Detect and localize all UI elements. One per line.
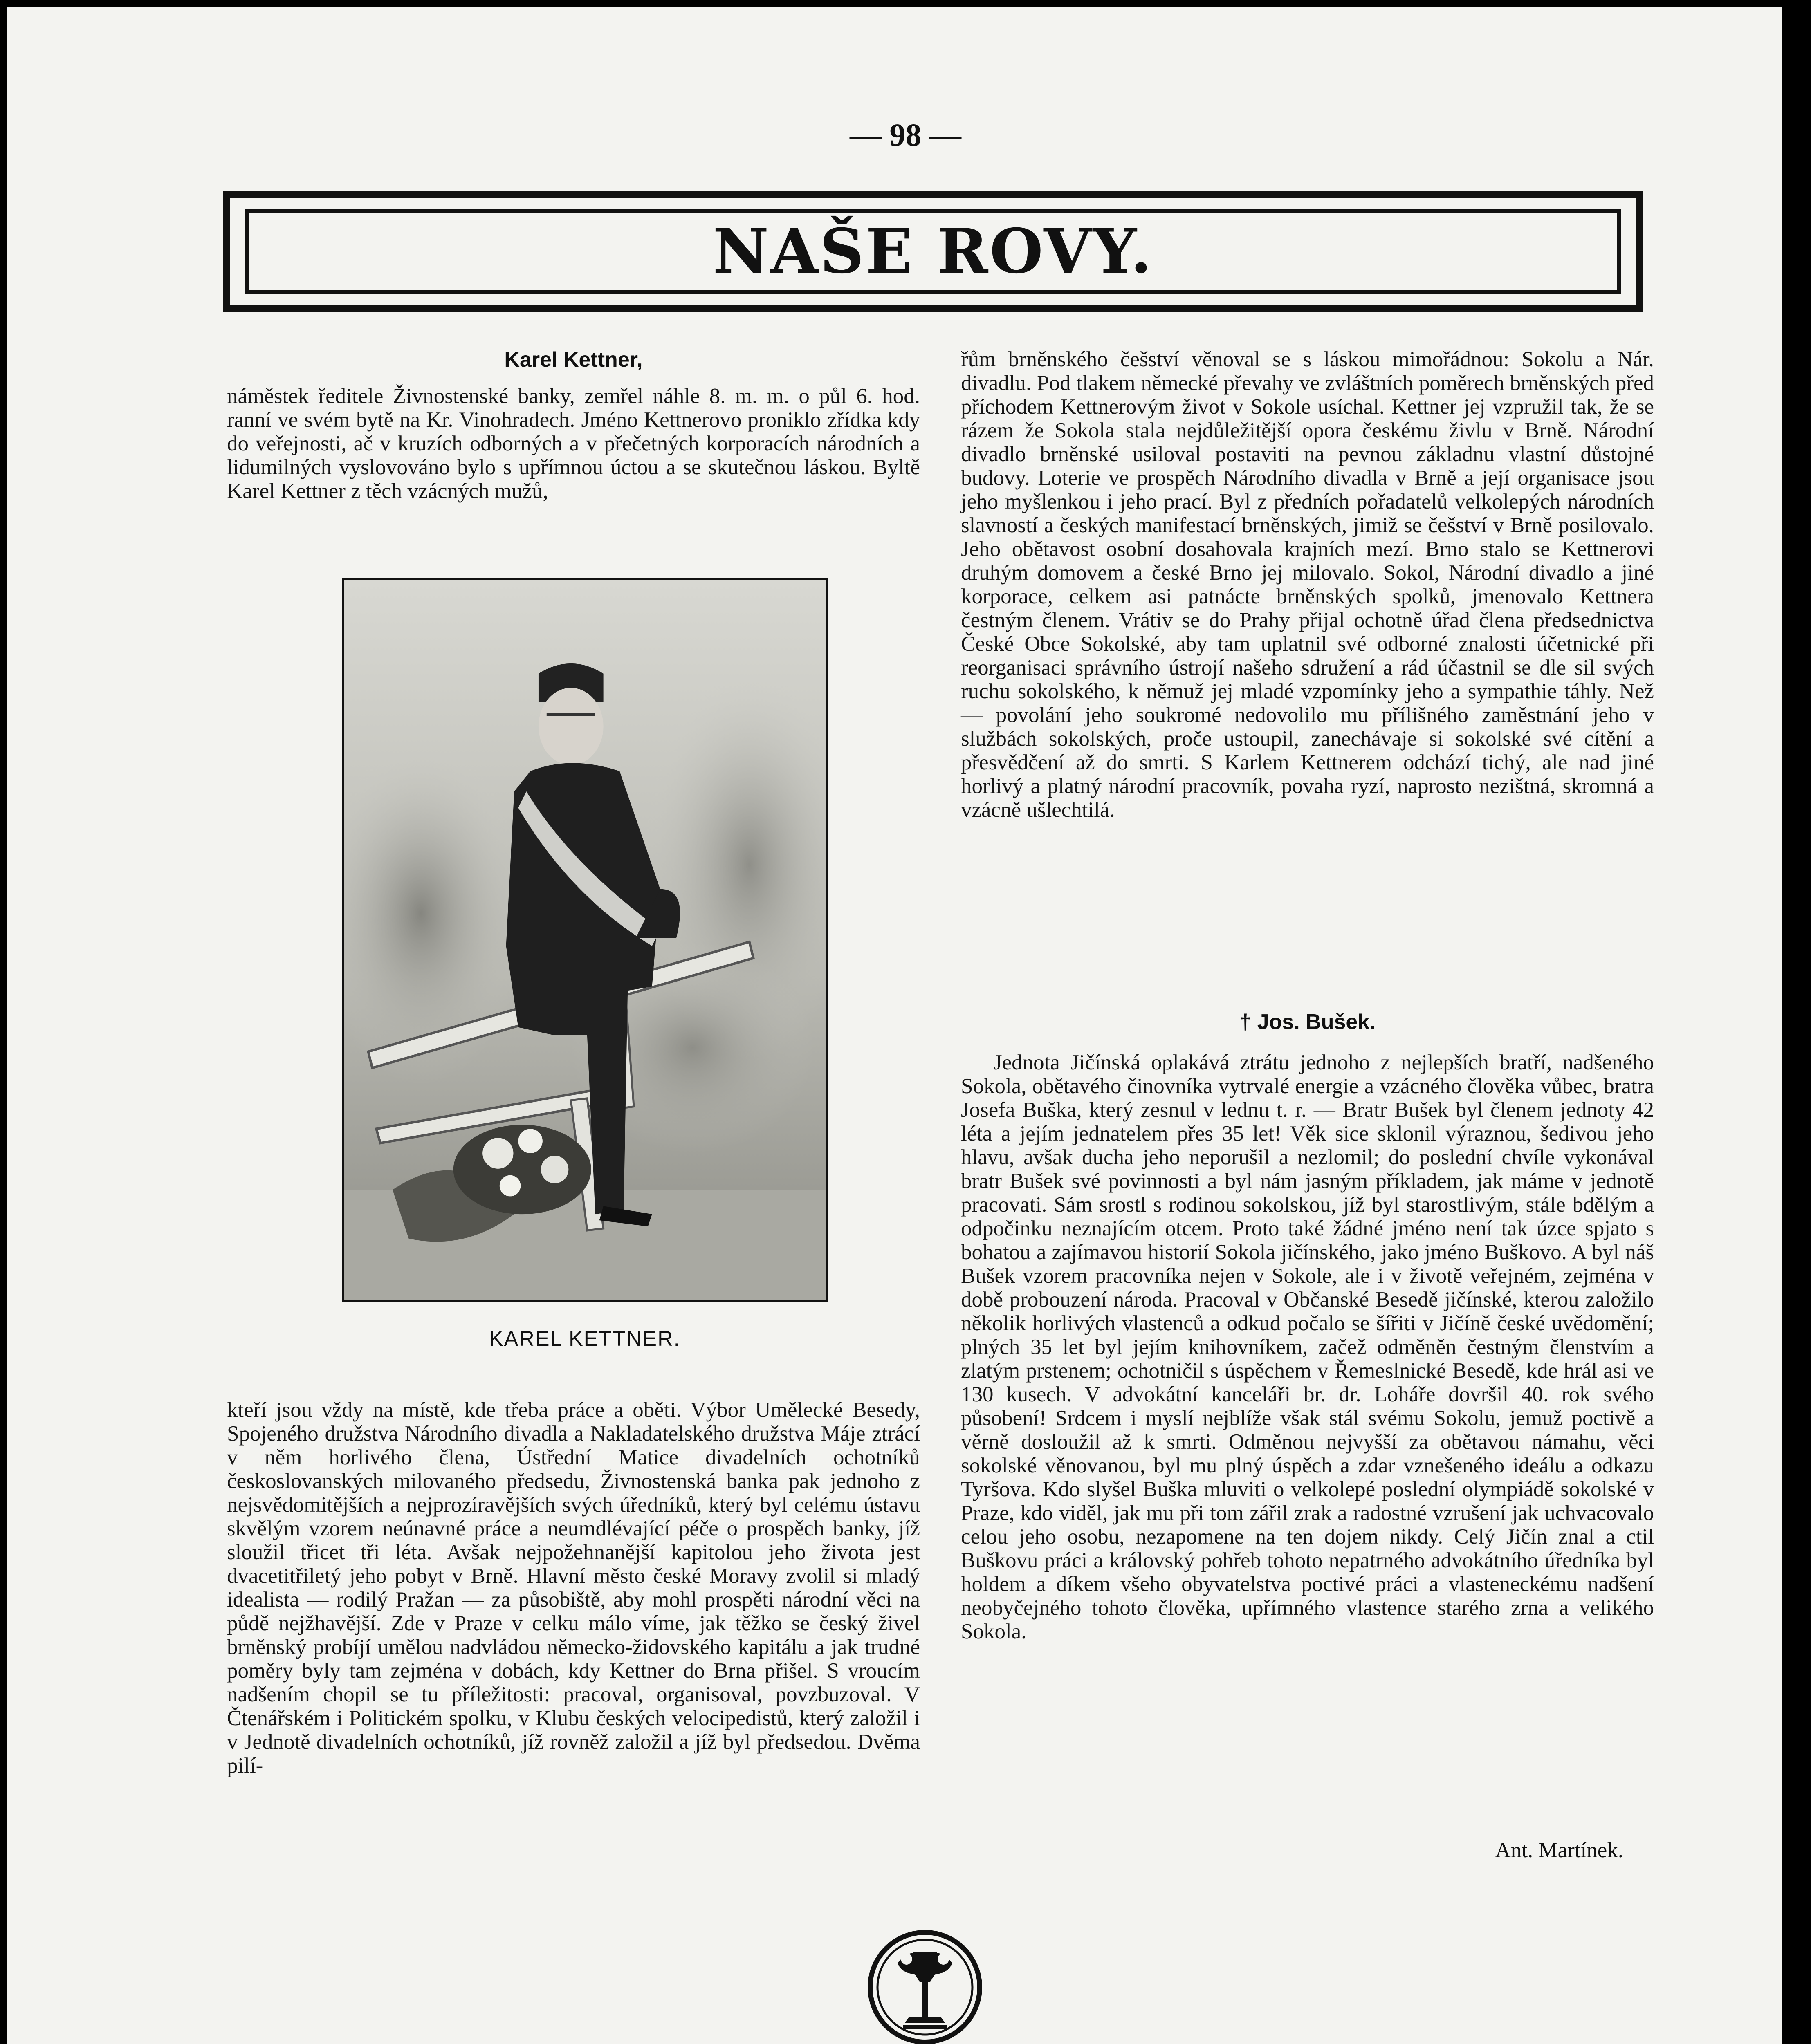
busek-paragraph: Jednota Jičínská oplakává ztrátu jednoho z nejlepších bratří, nadšeného Sokola, obětavého činovníka vytrvalé energie a vzácného člověka vůbec, bratra Josefa Buška, který zesnul v lednu t. r. — Bratr Bušek byl členem jednoty 42 léta a jejím jednatelem přes 35 let! Věk sice sklonil výraznou, šedivou jeho hlavu, avšak ducha jeho neporušil a nezlomil; do poslední chvíle vykonával bratr Bušek své povinnosti a byl nám jasným příkladem, jak máme v jednotě pracovati. Sám srostl s rodinou sokolskou, jíž byl starostlivým, stále bdělým a odpočinku neznajícím otcem. Proto také žádné jméno není tak úzce spjato s bohatou a zajímavou historií Sokola jičínského, jako jméno Buškovo. A byl náš Bušek vzorem pracovníka nejen v Sokole, ale i v životě veřejném, zejména v době probouzení národa. Pracoval v Občanské Besedě jičínské, kterou založilo několik horlivých vlastenců a odkud počalo se šířiti v Jičíně české uvědomění; plných 35 let byl jejím knihovníkem, začež odměněn čestným členstvím a zlatým prstenem; ochotničil s úspěchem v Řemeslnické Besedě, kde hrál asi ve 130 kusech. V advokátní kanceláři br. dr. Loháře dovršil 40. rok svého působení! Srdcem i myslí nejblíže však stál svému Sokolu, jemuž poctivě a věrně dosloužil až k smrti. Odměnou nejvyšší za obětavou námahu, věci sokolské věnovanou, byl mu plný úspěch a zdar vznešeného ideálu a odkazu Tyršova. Kdo slyšel Buška mluviti o velkolepé poslední olympiádě sokolské v Praze, kdo viděl, jak mu při tom zářil zrak a radostné vzrušení jak uchvacovalo celou jeho osobu, nezapomene na ten dojem nikdy. Celý Jičín znal a ctil Buškovu práci a královský pohřeb tohoto nepatrného advokátního úředníka byl holdem a díkem všeho obyvatelstva poctivé práci a vlasteneckému nadšení neobyčejného tohoto člověka, upřímného vlastence starého zrna a velikého Sokola. [961, 1051, 1654, 1643]
author-signature: Ant. Martínek. [1495, 1838, 1623, 1862]
page-title: NAŠE ROVY. [713, 215, 1153, 287]
article-heading-busek: † Jos. Bušek. [1239, 1010, 1376, 1034]
kettner-intro-paragraph: náměstek ředitele Živnostenské banky, zemřel náhle 8. m. m. o půl 6. hod. ranní ve svém bytě na Kr. Vinohradech. Jméno Kettnerovo proniklo zřídka kdy do veřejnosti, ač v kruzích odborných a v přečetných korporacích národních a lidumilných vyslovováno bylo s upřímnou úctou a se skutečnou láskou. Byltě Karel Kettner z těch vzácných mužů, [227, 384, 920, 503]
kettner-portrait-photo [342, 578, 828, 1302]
kettner-continuation-paragraph: kteří jsou vždy na místě, kde třeba práce a oběti. Výbor Umělecké Besedy, Spojeného družstva Národního divadla a Nakladatelského družstva Máje ztrácí v něm horlivého člena, Ústřední Matice divadelních ochotníků českoslovanských milovaného předsedu, Živnostenská banka pak jednoho z nejsvědomitějších a nejprozíravějších svých úředníků, který byl celému ústavu skvělým vzorem neúnavné práce a neumdlévající péče o prospěch banky, jíž sloužil třicet tři léta. Avšak nejpožehnanější kapitolou jeho života jest dvacetitřiletý jeho pobyt v Brně. Hlavní město české Moravy zvolil si mladý idealista — rodilý Pražan — za působiště, aby mohl prospěti národní věci na půdě nejžhavější. Zde v Praze v celku málo víme, jak těžko se český živel brněnský probíjí umělou nadvládou německo-židovského kapitálu a jak trudné poměry byly tam zejména v dobách, kdy Kettner do Brna přišel. S vroucím nadšením chopil se tu příležitosti: pracoval, organisoval, povzbuzoval. V Čtenářském i Politickém spolku, v Klubu českých velocipedistů, který založil i v Jednotě divadelních ochotníků, jíž rovněž založil a jíž byl předsedou. Dvěma pilí- [227, 1398, 920, 1777]
busek-column [961, 1051, 1654, 1643]
kettner-right-paragraph: řům brněnského češství věnoval se s láskou mimořádnou: Sokolu a Nár. divadlu. Pod tlakem německé převahy ve zvláštních poměrech brněnských před příchodem Kettnerovým život v Sokole usíchal. Kettner jej vzpružil tak, že se rázem že Sokola stala nejdůležitější opora českému živlu v Brně. Národní divadlo brněnské usiloval postaviti na pevnou základnu vlastní důstojné budovy. Loterie ve prospěch Národního divadla v Brně a její organisace jsou jeho myšlenkou i jeho prací. Byl z předních pořadatelů velkolepých národních slavností a českých manifestací brněnských, jimiž se češství v Brně posilovalo. Jeho obětavost osobní dosahovala krajních mezí. Brno stalo se Kettnerovi druhým domovem a české Brno jej milovalo. Sokol, Národní divadlo a jiné korporace, celkem asi patnácte brněnských spolků, jmenovalo Kettnera čestným členem. Vrátiv se do Prahy přijal ochotně úřad člena předsednictva České Obce Sokolské, aby tam uplatnil své odborné znalosti účetnické při reorganisaci správního ústrojí našeho sdružení a rád účastnil se dle sil svých ruchu sokolského, k němuž jej mladé vzpomínky jeho a sympathie táhly. Než — povolání jeho soukromé nedovolilo mu přílišného zaměstnání jeho v službách sokolských, proče ustoupil, zanechávaje si sokolské své cítění a přesvědčení až do smrti. S Karlem Kettnerem odchází tichý, ale nad jiné horlivý a platný národní pracovník, povaha ryzí, naprosto nezištná, skromná a vzácně ušlechtilá. [961, 347, 1654, 822]
article-heading-kettner: Karel Kettner, [504, 348, 643, 372]
scan-edge [1789, 0, 1811, 2044]
title-banner [223, 191, 1643, 312]
kettner-right-column [961, 347, 1654, 822]
kettner-intro-column [227, 384, 920, 503]
emblem-graphic [866, 1928, 984, 2044]
title-inner-frame [245, 209, 1621, 294]
sokol-emblem-icon [866, 1928, 984, 2044]
page-number: — 98 — [850, 117, 961, 152]
portrait-photo-icon [344, 580, 826, 1300]
kettner-continuation-column [227, 1398, 920, 1777]
portrait-caption: KAREL KETTNER. [489, 1327, 681, 1351]
